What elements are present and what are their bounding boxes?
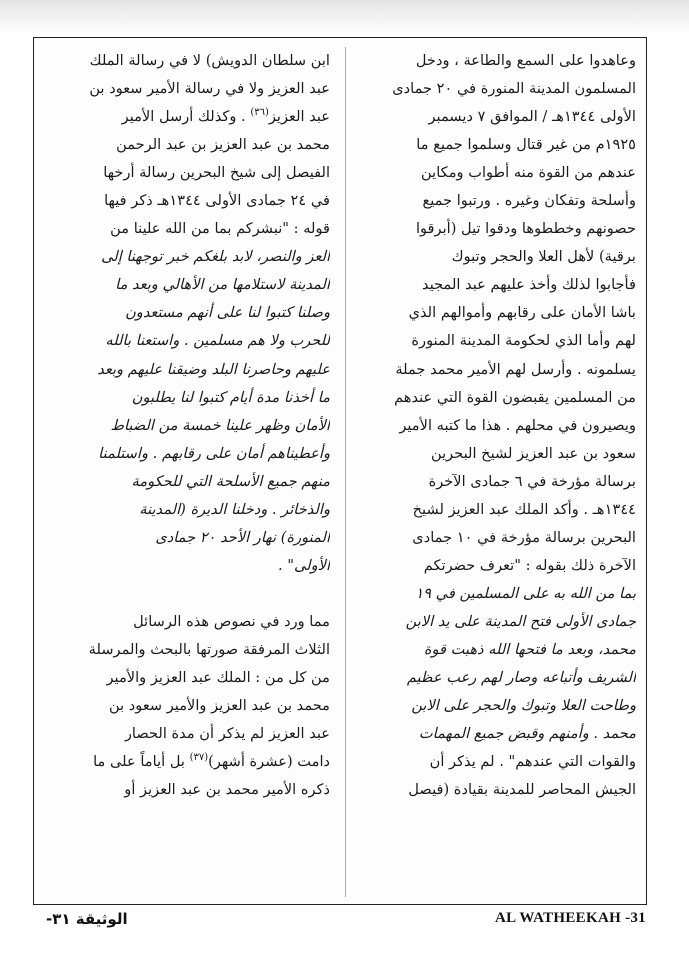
left-text-column	[46, 47, 330, 897]
quote-line: للحرب ولا هم مسلمين . واستعنا بالله	[105, 332, 330, 350]
text-line: الفيصل إلى شيخ البحرين رسالة أرخها	[103, 164, 330, 182]
text-line: ويصيرون في محلهم . هذا ما كتبه الأمير	[399, 416, 636, 434]
text-line: ذكره الأمير محمد بن عبد العزيز أو	[124, 781, 330, 799]
text-line: وأسلحة وتفكان وغيره . ورتبوا جميع	[422, 192, 636, 210]
text-line-with-footnote	[46, 103, 330, 131]
footer-journal-title-arabic: الوثيقة ٣١-	[46, 910, 128, 928]
text-line: المسلمون المدينة المنورة في ٢٠ جمادى	[392, 80, 636, 98]
quote-line: ما أخذنا مدة أيام كتبوا لنا يطلبون	[131, 388, 330, 406]
quote-line: المنورة) نهار الأحد ٢٠ جمادى	[155, 528, 330, 546]
text-line-with-footnote	[46, 748, 330, 776]
footnote-marker-37[interactable]: (٣٧)	[189, 752, 209, 764]
text-line: في ٢٤ جمادى الأولى ١٣٤٤هـ ذكر فيها	[104, 192, 330, 210]
text-line: وعاهدوا على السمع والطاعة ، ودخل	[415, 52, 636, 69]
quote-line: عليهم وحاصرنا البلد وضيقنا عليهم وبعد	[97, 360, 330, 378]
text-line: مما ورد في نصوص هذه الرسائل	[133, 612, 330, 630]
text-line: محمد بن عبد العزيز والأمير سعود بن	[109, 697, 330, 715]
quote-line: العز والنصر، لابد بلغكم خبر توجهنا إلى	[101, 248, 330, 266]
quote-line: وطاحت العلا وتبوك والحجر على الابن	[411, 697, 636, 715]
text-line: من كل من : الملك عبد العزيز والأمير	[106, 668, 330, 686]
quote-line: وصلنا كتبوا لنا على أنهم مستعدون	[125, 304, 330, 322]
footer-journal-title: AL WATHEEKAH -31	[495, 910, 646, 926]
text-line: ١٩٢٥م من غير قتال وسلموا جميع ما	[416, 136, 636, 154]
text-line: برقية) لأهل العلا والحجر وتبوك	[451, 248, 636, 266]
text-line: الجيش المحاصر للمدينة بقيادة (فيصل	[408, 781, 636, 799]
text-line: الآخرة ذلك بقوله : "تعرف حضرتكم	[423, 556, 636, 574]
text-line: عبد العزيز ولا في رسالة الأمير سعود بن	[89, 80, 330, 98]
text-line: البحرين برسالة مؤرخة في ١٠ جمادى	[412, 528, 636, 546]
text-line: لهم وأما الذي لحكومة المدينة المنورة	[411, 332, 636, 350]
text-line: ابن سلطان الدويش) لا في رسالة الملك	[89, 52, 330, 69]
text-line: فأجابوا لذلك وأخذ عليهم عبد المجيد	[422, 276, 636, 294]
quote-line: الأولى" .	[277, 556, 330, 574]
quote-line: محمد . وأمنهم وقبض جميع المهمات	[418, 725, 636, 743]
text-line: الأولى ١٣٤٤هـ / الموافق ٧ ديسمبر	[428, 108, 636, 126]
text-line: من المسلمين يقبضون القوة التي عندهم	[394, 388, 636, 406]
text-line: عندهم من القوة منه أطواب ومكاين	[421, 164, 636, 182]
line-head: دامت (عشرة أشهر)	[208, 753, 330, 771]
text-line: يسلمونه . وأرسل لهم الأمير محمد جملة	[395, 360, 636, 378]
text-line: ١٣٤٤هـ . وأكد الملك عبد العزيز لشيخ	[412, 500, 636, 518]
text-line: باشا الأمان على رقابهم وأموالهم الذي	[408, 304, 636, 322]
right-text-column	[360, 47, 636, 897]
column-divider	[345, 47, 346, 897]
text-line: محمد بن عبد العزيز بن عبد الرحمن	[116, 136, 330, 154]
line-tail: بل أياماً على ما	[93, 753, 190, 771]
text-line: قوله : "نبشركم بما من الله علينا من	[110, 220, 330, 238]
quote-line: والذخائر . ودخلنا الديرة (المدينة	[139, 500, 330, 518]
paragraph-gap	[46, 580, 330, 608]
text-line: حصونهم وخططوها ودقوا تيل (أبرقوا	[415, 220, 636, 238]
text-line: الثلاث المرفقة صورتها بالبحث والمرسلة	[88, 640, 330, 658]
text-line: عبد العزيز لم يذكر أن مدة الحصار	[124, 725, 330, 743]
quote-line: منهم جميع الأسلحة التي للحكومة	[131, 472, 330, 490]
line-tail: . وكذلك أرسل الأمير	[121, 108, 246, 126]
quote-line: الأمان وظهر علينا خمسة من الضباط	[110, 416, 330, 434]
line-head: عبد العزيز	[268, 108, 330, 126]
quote-line: بما من الله به على المسلمين في ١٩	[415, 584, 636, 602]
text-line: والقوات التي عندهم" . لم يذكر أن	[429, 753, 636, 771]
quote-line: جمادى الأولى فتح المدينة على يد الابن	[405, 612, 636, 630]
quote-line: الشريف وأتباعه وصار لهم رعب عظيم	[406, 669, 636, 687]
scan-top-shade	[0, 0, 689, 34]
quote-line: المدينة لاستلامها من الأهالي وبعد ما	[115, 276, 330, 294]
text-line: سعود بن عبد العزيز لشيخ البحرين	[431, 444, 636, 462]
text-line: برسالة مؤرخة في ٦ جمادى الآخرة	[428, 472, 636, 490]
quote-line: محمد، وبعد ما فتحها الله ذهبت قوة	[423, 640, 636, 658]
quote-line: وأعطيناهم أمان على رقابهم . واستلمنا	[98, 444, 330, 462]
footnote-marker-36[interactable]: (٣٦)	[250, 107, 269, 119]
